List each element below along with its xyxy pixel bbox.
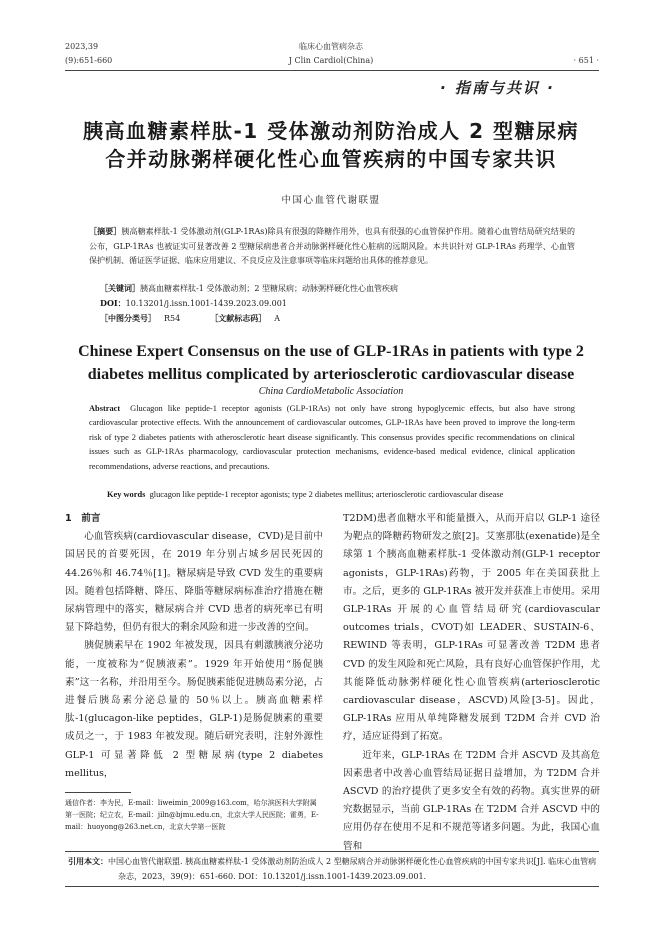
- abstract-en-text: Glucagon like peptide-1 receptor agonists (GLP-1RAs) not only have strong hypoglycemic effects, but also have strong cardiovascular protective effects. With the announcement of cardiovascular outcomes, GLP-1RAs have been proved to improve the long-term risk of type 2 diabetes patients with atherosclerotic heart disease significantly. This consensus provides specific recommendations on clinical issues such as GLP-1RAs pharmacology, cardiovascular protection mechanisms, evidence-based medical evidence, clinical application recommendations, adverse reactions, and precautions.: [89, 404, 575, 471]
- header-issue-pages: (9):651-660: [65, 56, 113, 65]
- header-year-volume: 2023,39: [65, 42, 99, 51]
- abstract-en: [89, 402, 575, 474]
- author-en: China CardioMetabolic Association: [258, 386, 404, 397]
- title-cn-line2: 合并动脉粥样硬化性心血管疾病的中国专家共识: [105, 147, 557, 171]
- title-en-line2: diabetes mellitus complicated by arteriosclerotic cardiovascular disease: [87, 366, 575, 383]
- doi-label: DOI：: [100, 298, 126, 308]
- keywords-en: [107, 488, 577, 502]
- keywords-en-label: Key words: [107, 490, 146, 499]
- doi-text: 10.13201/j.issn.1001-1439.2023.09.001: [125, 299, 287, 308]
- citation-label: 引用本文：: [68, 856, 108, 866]
- header-journal-cn: 临床心血管病杂志: [299, 42, 363, 51]
- body-paragraph: 心血管疾病(cardiovascular disease，CVD)是目前中国居民的首要死因，在 2019 年分别占城乡居民死因的 44.26％和 46.74％[1]。糖尿病是导致 CVD 发生的重要病因。随着包括降糖、降压、降脂等糖尿病标准治疗措施在糖尿病管理中的落实，糖尿病合并 CVD 患者的病死率已有明显下降趋势，但仍有很大的剩余风险和进一步改善的空间。: [65, 531, 323, 634]
- body-paragraph: 胰促胰素早在 1902 年被发现，因具有刺激胰液分泌功能，一度被称为“促胰液素”。1929 年开始使用“肠促胰素”这一名称，并沿用至今。肠促胰素能促进胰岛素分泌，占进餐后胰岛素分泌总量的 50％以上。胰高血糖素样肽-1(glucagon-like peptides，GLP-1)是肠促胰素的重要成员之一，于 1983 年被发现。随后研究表明，注射外源性 GLP-1 可显著降低 2 型糖尿病(type 2 diabetes mellitus，: [65, 640, 323, 779]
- body-left-column: [65, 510, 323, 783]
- doc-code-text: A: [274, 314, 280, 323]
- keywords-cn-label: ［关键词］: [100, 283, 140, 293]
- section-tag: · 指南与共识 ·: [440, 79, 555, 97]
- title-en-line1: Chinese Expert Consensus on the use of GLP-1RAs in patients with type 2: [78, 343, 584, 360]
- keywords-cn: [100, 281, 575, 297]
- clc-label: ［中图分类号］: [100, 313, 156, 323]
- title-cn-line1: 胰高血糖素样肽-1 受体激动剂防治成人 2 型糖尿病: [82, 119, 580, 143]
- classification-line: [100, 311, 575, 327]
- doi-line: [100, 296, 575, 312]
- abstract-en-label: Abstract: [89, 404, 121, 413]
- header-journal-en: J Clin Cardiol(China): [288, 56, 374, 65]
- keywords-en-text: glucagon like peptide-1 receptor agonists; type 2 diabetes mellitus; arteriosclerotic cardiovascular disease: [149, 490, 504, 499]
- footnote-rule: [65, 792, 131, 793]
- corresponding-author-footnote: 通信作者：李为民，E-mail：liweimin_2009@163.com，哈尔滨医科大学附属第一医院；纪立农，E-mail：jiln@bjmu.edu.cn，北京大学人民医院；霍勇，E-mail：huoyong@263.net.cn，北京大学第一医院: [65, 799, 319, 831]
- citation-box: [65, 851, 599, 887]
- header-rule: [65, 70, 599, 71]
- header-page-number: · 651 ·: [573, 56, 599, 65]
- doc-code-label: ［文献标志码］: [210, 313, 267, 323]
- citation: [63, 854, 599, 884]
- citation-text: 中国心血管代谢联盟. 胰高血糖素样肽-1 受体激动剂防治成人 2 型糖尿病合并动脉粥样硬化性心血管疾病的中国专家共识[J]. 临床心血管病杂志，2023，39(9)：651-660. DOI：10.13201/j.issn.1001-1439.2023.09.001.: [108, 857, 597, 881]
- clc-text: R54: [164, 314, 181, 323]
- body-right-column: [343, 510, 600, 856]
- abstract-cn-label: ［摘要］: [89, 226, 122, 236]
- abstract-cn: [89, 224, 575, 269]
- keywords-cn-text: 胰高血糖素样肽-1 受体激动剂；2 型糖尿病；动脉粥样硬化性心血管疾病: [140, 284, 398, 293]
- body-paragraph: T2DM)患者血糖水平和能量摄入，从而开启以 GLP-1 途径为靶点的降糖药物研发之旅[2]。艾塞那肽(exenatide)是全球第 1 个胰高血糖素样肽-1 受体激动剂(GLP-1 receptor agonists，GLP-1RAs)药物，于 2005 年在美国获批上市。之后，更多的 GLP-1RAs 被开发并获准上市使用。采用 GLP-1RAs 开展的心血管结局研究(cardiovascular outcomes trials，CVOT)如 LEADER、SUSTAIN-6、REWIND 等表明，GLP-1RAs 可显著改善 T2DM 患者 CVD 的发生风险和死亡风险，具有良好心血管保护作用，尤其能降低动脉粥样硬化性心血管疾病(arteriosclerotic cardiovascular disease，ASCVD)风险[3-5]。因此，GLP-1RAs 应用从单纯降糖发展到 T2DM 合并 CVD 治疗，适应证得到了拓宽。: [343, 513, 600, 743]
- author-cn: 中国心血管代谢联盟: [281, 195, 381, 206]
- body-paragraph: 近年来，GLP-1RAs 在 T2DM 合并 ASCVD 及其高危因素患者中改善心血管结局证据日益增加，为 T2DM 合并 ASCVD 的治疗提供了更多安全有效的药物。真实世界的研究数据显示，当前 GLP-1RAs 在 T2DM 合并 ASCVD 中的应用仍存在使用不足和不规范等诸多问题。为此，我国心血管和: [343, 749, 600, 852]
- abstract-cn-text: 胰高糖素样肽-1 受体激动剂(GLP-1RAs)除具有很强的降糖作用外，也具有很强的心血管保护作用。随着心血管结局研究结果的公布，GLP-1RAs 也被证实可显著改善 2 型糖尿病患者合并动脉粥样硬化性心脏病的远期风险。本共识针对 GLP-1RAs 药理学、心血管保护机制、循证医学证据、临床应用建议、不良反应及注意事项等临床问题给出具体的推荐意见。: [89, 227, 576, 266]
- section-heading-intro: 1 前言: [65, 513, 101, 524]
